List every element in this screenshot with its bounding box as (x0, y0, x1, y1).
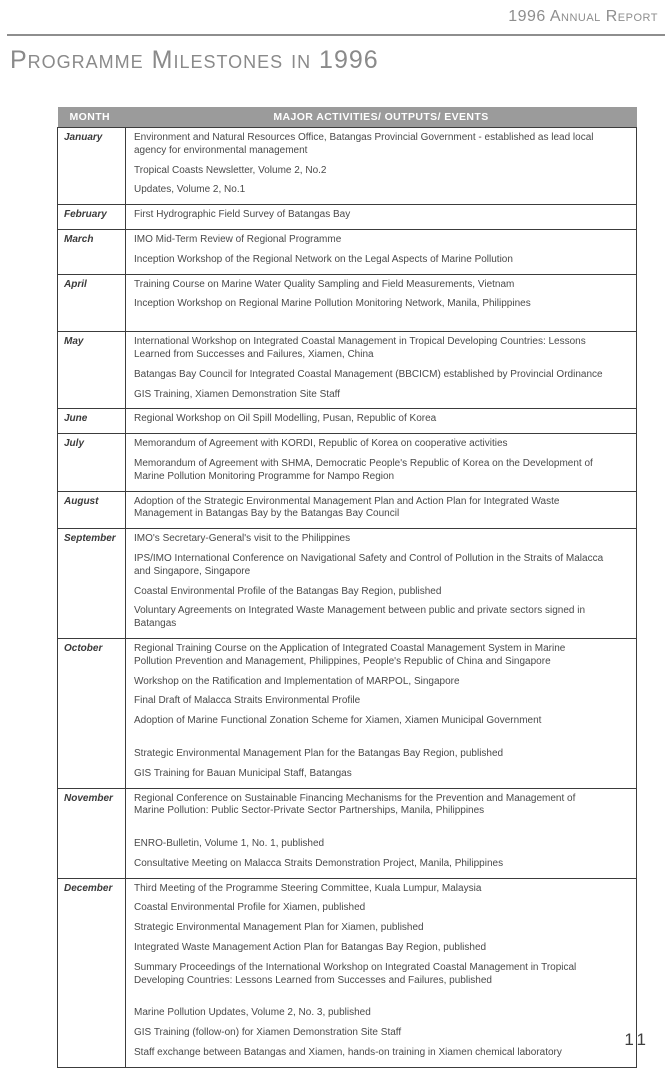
page-number: 11 (624, 1030, 650, 1049)
activities-cell (126, 128, 637, 205)
activity-item: GIS Training (follow-on) for Xiamen Demonstration Site Staff (134, 1027, 402, 1039)
table-row (58, 788, 637, 878)
header-rule (7, 34, 665, 36)
page-title: Programme Milestones in 1996 (10, 46, 379, 74)
activity-item: IMO Mid-Term Review of Regional Programme (134, 233, 342, 245)
activity-item: Workshop on the Ratification and Implementation of MARPOL, Singapore (134, 675, 460, 687)
table-row (58, 529, 637, 639)
month-cell: October (58, 638, 126, 788)
month-cell: November (58, 788, 126, 878)
activity-item: Consultative Meeting on Malacca Straits Demonstration Project, Manila, Philippines (134, 857, 504, 869)
report-title: 1996 Annual Report (508, 8, 658, 25)
month-cell: December (58, 878, 126, 1067)
activity-item: IMO's Secretary-General's visit to the Philippines (134, 533, 351, 545)
activity-item: ENRO-Bulletin, Volume 1, No. 1, published (134, 838, 325, 850)
activity-item: GIS Training, Xiamen Demonstration Site Staff (134, 388, 341, 400)
activity-item: Strategic Environmental Management Plan for Xiamen, published (134, 922, 424, 934)
activity-item: Regional Conference on Sustainable Financing Mechanisms for the Prevention and Management of Marine Pollution: Public Sector-Private Sector Partnerships, Manila, Philippines (134, 792, 576, 817)
month-cell: March (58, 229, 126, 274)
table-row (58, 128, 637, 205)
activity-item: Adoption of the Strategic Environmental Management Plan and Action Plan for Integrated Waste Management in Batangas Bay by the Batangas Bay Council (134, 495, 560, 520)
milestones-table (57, 107, 637, 1068)
activity-item: Inception Workshop of the Regional Network on the Legal Aspects of Marine Pollution (134, 253, 513, 265)
activity-item: First Hydrographic Field Survey of Batangas Bay (134, 209, 351, 221)
activity-item: Coastal Environmental Profile for Xiamen, published (134, 902, 366, 914)
activity-item: Adoption of Marine Functional Zonation Scheme for Xiamen, Xiamen Municipal Government (134, 715, 542, 727)
month-cell: January (58, 128, 126, 205)
activity-item: Third Meeting of the Programme Steering Committee, Kuala Lumpur, Malaysia (134, 882, 482, 894)
activity-item: Updates, Volume 2, No.1 (134, 184, 246, 196)
table-row (58, 434, 637, 491)
month-cell: August (58, 491, 126, 529)
activity-item: Memorandum of Agreement with KORDI, Republic of Korea on cooperative activities (134, 438, 508, 450)
column-header-activities: MAJOR ACTIVITIES/ OUTPUTS/ EVENTS (126, 107, 637, 128)
activity-item: Final Draft of Malacca Straits Environmental Profile (134, 695, 361, 707)
activity-item: GIS Training for Bauan Municipal Staff, Batangas (134, 767, 352, 779)
table-row (58, 409, 637, 434)
activity-item: Memorandum of Agreement with SHMA, Democratic People's Republic of Korea on the Development of Marine Pollution Monitoring Programme for Nampo Region (134, 457, 593, 482)
month-cell: April (58, 274, 126, 332)
activities-cell (126, 205, 637, 230)
table-row (58, 638, 637, 788)
activity-item: Batangas Bay Council for Integrated Coastal Management (BBCICM) established by Provincial Ordinance (134, 368, 603, 380)
activity-item: Regional Workshop on Oil Spill Modelling, Pusan, Republic of Korea (134, 413, 437, 425)
table-body (58, 128, 637, 1068)
activity-item: Inception Workshop on Regional Marine Pollution Monitoring Network, Manila, Philippines (134, 298, 531, 310)
table-row (58, 332, 637, 409)
activity-item: Staff exchange between Batangas and Xiamen, hands-on training in Xiamen chemical laboratory (134, 1047, 562, 1059)
month-cell: May (58, 332, 126, 409)
activity-item: Strategic Environmental Management Plan for the Batangas Bay Region, published (134, 747, 504, 759)
month-cell: July (58, 434, 126, 491)
activity-item: International Workshop on Integrated Coastal Management in Tropical Developing Countries: Lessons Learned from Successes and Failures, Xiamen, China (134, 336, 586, 360)
activity-item: Tropical Coasts Newsletter, Volume 2, No.2 (134, 164, 327, 176)
activities-cell (126, 788, 637, 878)
activities-cell (126, 332, 637, 409)
activity-item: Environment and Natural Resources Office, Batangas Provincial Government - established as lead local agency for environmental management (134, 132, 594, 156)
table-header-row (58, 107, 637, 128)
activities-cell (126, 409, 637, 434)
table-row (58, 878, 637, 1067)
activity-item: Regional Training Course on the Application of Integrated Coastal Management System in Marine Pollution Prevention and Management, Philippines, People's Republic of China and Singapore (134, 642, 566, 667)
activities-cell (126, 274, 637, 332)
activities-cell (126, 878, 637, 1067)
activities-cell (126, 529, 637, 639)
month-cell: February (58, 205, 126, 230)
table-row (58, 491, 637, 529)
table-row (58, 229, 637, 274)
activities-cell (126, 434, 637, 491)
activity-item: IPS/IMO International Conference on Navigational Safety and Control of Pollution in the Straits of Malacca and Singapore, Singapore (134, 552, 604, 577)
activities-cell (126, 229, 637, 274)
month-cell: June (58, 409, 126, 434)
activity-item: Coastal Environmental Profile of the Batangas Bay Region, published (134, 585, 442, 597)
activities-cell (126, 491, 637, 529)
table-row (58, 274, 637, 332)
month-cell: September (58, 529, 126, 639)
table-row (58, 205, 637, 230)
activity-item: Training Course on Marine Water Quality Sampling and Field Measurements, Vietnam (134, 278, 515, 290)
activity-item: Summary Proceedings of the International Workshop on Integrated Coastal Management in Tropical Developing Countries: Lessons Learned from Successes and Failures, published (134, 961, 577, 986)
activity-item: Integrated Waste Management Action Plan for Batangas Bay Region, published (134, 942, 487, 954)
activity-item: Marine Pollution Updates, Volume 2, No. 3, published (134, 1007, 371, 1019)
column-header-month: MONTH (58, 107, 126, 128)
activities-cell (126, 638, 637, 788)
activity-item: Voluntary Agreements on Integrated Waste Management between public and private sectors signed in Batangas (134, 605, 586, 630)
